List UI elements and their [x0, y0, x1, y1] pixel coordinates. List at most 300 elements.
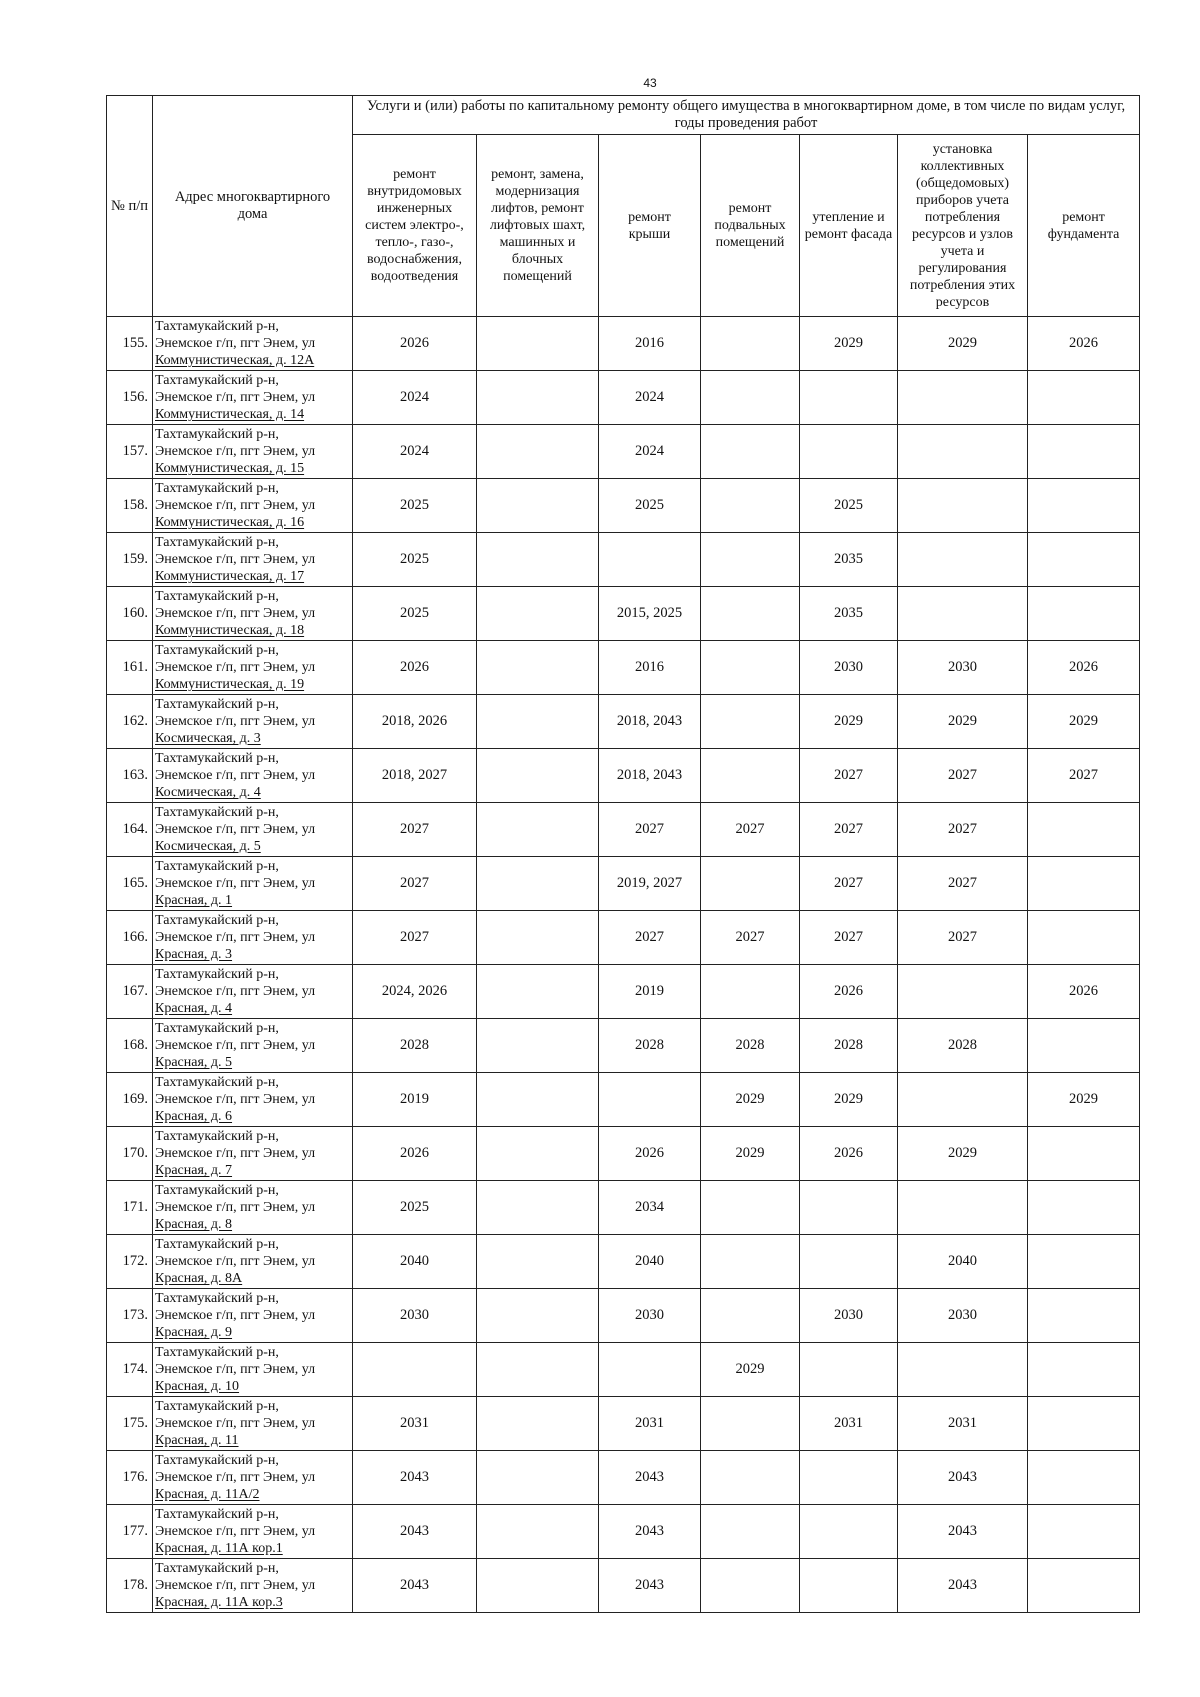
- cell-facade: 2029: [800, 695, 898, 749]
- address-line: Энемское г/п, пгт Энем, ул: [155, 822, 316, 837]
- cell-roof: 2043: [599, 1505, 701, 1559]
- address-line: Энемское г/п, пгт Энем, ул: [155, 498, 316, 513]
- address-line: Тахтамукайский р-н,: [155, 697, 279, 712]
- row-address: [153, 479, 353, 533]
- cell-foundation: [1028, 533, 1140, 587]
- table-row: [107, 425, 1140, 479]
- address-line: Тахтамукайский р-н,: [155, 1507, 279, 1522]
- cell-foundation: [1028, 803, 1140, 857]
- cell-foundation: [1028, 911, 1140, 965]
- cell-meters: [898, 425, 1028, 479]
- row-address: [153, 317, 353, 371]
- cell-foundation: 2026: [1028, 317, 1140, 371]
- cell-engineering-systems: 2031: [353, 1397, 477, 1451]
- address-line: Тахтамукайский р-н,: [155, 643, 279, 658]
- address-line: Красная, д. 10: [155, 1379, 240, 1394]
- cell-basement: [701, 1181, 800, 1235]
- cell-facade: [800, 1451, 898, 1505]
- cell-engineering-systems: 2026: [353, 317, 477, 371]
- header-engineering-systems: ремонт внутридомовых инженерных систем электро-, тепло-, газо-, водоснабжения, водоотведения: [353, 135, 477, 317]
- cell-facade: 2030: [800, 641, 898, 695]
- address-line: Энемское г/п, пгт Энем, ул: [155, 1362, 316, 1377]
- address-line: Коммунистическая, д. 14: [155, 407, 305, 422]
- row-address: [153, 1127, 353, 1181]
- cell-foundation: [1028, 1181, 1140, 1235]
- cell-roof: 2027: [599, 911, 701, 965]
- header-basement: ремонт подвальных помещений: [701, 135, 800, 317]
- page-number: 43: [643, 76, 657, 90]
- header-group-title: Услуги и (или) работы по капитальному ремонту общего имущества в многоквартирном доме, в том числе по видам услуг, годы проведения работ: [353, 96, 1140, 135]
- cell-engineering-systems: 2027: [353, 911, 477, 965]
- cell-engineering-systems: 2024: [353, 425, 477, 479]
- row-number: 166.: [107, 911, 153, 965]
- cell-meters: [898, 587, 1028, 641]
- cell-meters: 2029: [898, 695, 1028, 749]
- cell-roof: 2024: [599, 371, 701, 425]
- cell-roof: 2040: [599, 1235, 701, 1289]
- cell-roof: 2024: [599, 425, 701, 479]
- address-line: Энемское г/п, пгт Энем, ул: [155, 1200, 316, 1215]
- row-address: [153, 911, 353, 965]
- cell-elevators: [477, 533, 599, 587]
- cell-basement: 2029: [701, 1127, 800, 1181]
- address-line: Коммунистическая, д. 16: [155, 515, 305, 530]
- cell-meters: 2043: [898, 1505, 1028, 1559]
- address-line: Красная, д. 3: [155, 947, 233, 962]
- address-line: Энемское г/п, пгт Энем, ул: [155, 1470, 316, 1485]
- address-line: Энемское г/п, пгт Энем, ул: [155, 1524, 316, 1539]
- cell-facade: [800, 1181, 898, 1235]
- row-address: [153, 1397, 353, 1451]
- row-number: 157.: [107, 425, 153, 479]
- cell-basement: [701, 587, 800, 641]
- cell-facade: 2030: [800, 1289, 898, 1343]
- cell-facade: 2028: [800, 1019, 898, 1073]
- row-number: 163.: [107, 749, 153, 803]
- cell-foundation: [1028, 857, 1140, 911]
- cell-facade: [800, 425, 898, 479]
- cell-elevators: [477, 641, 599, 695]
- address-line: Энемское г/п, пгт Энем, ул: [155, 390, 316, 405]
- cell-meters: 2043: [898, 1451, 1028, 1505]
- table-row: [107, 1073, 1140, 1127]
- cell-basement: [701, 1505, 800, 1559]
- cell-foundation: [1028, 479, 1140, 533]
- cell-roof: 2016: [599, 641, 701, 695]
- row-address: [153, 1019, 353, 1073]
- cell-engineering-systems: [353, 1343, 477, 1397]
- table-row: [107, 911, 1140, 965]
- table-row: [107, 1505, 1140, 1559]
- address-line: Тахтамукайский р-н,: [155, 1453, 279, 1468]
- cell-meters: 2030: [898, 641, 1028, 695]
- cell-engineering-systems: 2028: [353, 1019, 477, 1073]
- row-address: [153, 641, 353, 695]
- address-line: Тахтамукайский р-н,: [155, 1075, 279, 1090]
- address-line: Красная, д. 1: [155, 893, 233, 908]
- cell-facade: 2029: [800, 317, 898, 371]
- cell-roof: 2030: [599, 1289, 701, 1343]
- cell-basement: [701, 1289, 800, 1343]
- cell-roof: 2019: [599, 965, 701, 1019]
- cell-facade: [800, 1235, 898, 1289]
- cell-facade: 2029: [800, 1073, 898, 1127]
- address-line: Тахтамукайский р-н,: [155, 535, 279, 550]
- address-line: Энемское г/п, пгт Энем, ул: [155, 552, 316, 567]
- row-address: [153, 1289, 353, 1343]
- table-row: [107, 371, 1140, 425]
- cell-roof: 2028: [599, 1019, 701, 1073]
- cell-basement: [701, 695, 800, 749]
- cell-foundation: 2026: [1028, 641, 1140, 695]
- cell-facade: [800, 371, 898, 425]
- cell-roof: 2025: [599, 479, 701, 533]
- row-number: 171.: [107, 1181, 153, 1235]
- cell-basement: [701, 317, 800, 371]
- row-address: [153, 1343, 353, 1397]
- row-address: [153, 695, 353, 749]
- cell-engineering-systems: 2025: [353, 587, 477, 641]
- cell-engineering-systems: 2018, 2027: [353, 749, 477, 803]
- row-number: 169.: [107, 1073, 153, 1127]
- cell-elevators: [477, 1343, 599, 1397]
- cell-elevators: [477, 803, 599, 857]
- cell-facade: 2025: [800, 479, 898, 533]
- address-line: Тахтамукайский р-н,: [155, 589, 279, 604]
- address-line: Красная, д. 11: [155, 1433, 239, 1448]
- header-address: Адрес многоквартирного дома: [153, 96, 353, 317]
- table-row: [107, 803, 1140, 857]
- cell-facade: 2035: [800, 587, 898, 641]
- cell-meters: [898, 1343, 1028, 1397]
- table-row: [107, 317, 1140, 371]
- cell-foundation: [1028, 1019, 1140, 1073]
- cell-elevators: [477, 371, 599, 425]
- address-line: Тахтамукайский р-н,: [155, 967, 279, 982]
- address-line: Красная, д. 8: [155, 1217, 233, 1232]
- table-row: [107, 533, 1140, 587]
- address-line: Энемское г/п, пгт Энем, ул: [155, 1038, 316, 1053]
- cell-meters: 2040: [898, 1235, 1028, 1289]
- cell-elevators: [477, 317, 599, 371]
- table-row: [107, 965, 1140, 1019]
- cell-elevators: [477, 1019, 599, 1073]
- cell-facade: 2035: [800, 533, 898, 587]
- row-number: 176.: [107, 1451, 153, 1505]
- header-meters: установка коллективных (общедомовых) приборов учета потребления ресурсов и узлов учета и регулирования потребления этих ресурсов: [898, 135, 1028, 317]
- address-line: Тахтамукайский р-н,: [155, 373, 279, 388]
- cell-facade: [800, 1505, 898, 1559]
- row-address: [153, 1505, 353, 1559]
- table-row: [107, 587, 1140, 641]
- cell-elevators: [477, 911, 599, 965]
- cell-elevators: [477, 695, 599, 749]
- address-line: Тахтамукайский р-н,: [155, 1291, 279, 1306]
- row-number: 161.: [107, 641, 153, 695]
- cell-elevators: [477, 479, 599, 533]
- row-number: 172.: [107, 1235, 153, 1289]
- row-number: 178.: [107, 1559, 153, 1613]
- address-line: Энемское г/п, пгт Энем, ул: [155, 714, 316, 729]
- cell-foundation: [1028, 1127, 1140, 1181]
- cell-facade: [800, 1559, 898, 1613]
- cell-roof: 2027: [599, 803, 701, 857]
- cell-foundation: 2027: [1028, 749, 1140, 803]
- address-line: Тахтамукайский р-н,: [155, 1345, 279, 1360]
- address-line: Энемское г/п, пгт Энем, ул: [155, 336, 316, 351]
- cell-engineering-systems: 2030: [353, 1289, 477, 1343]
- row-number: 174.: [107, 1343, 153, 1397]
- cell-foundation: [1028, 425, 1140, 479]
- cell-basement: [701, 533, 800, 587]
- cell-meters: 2029: [898, 317, 1028, 371]
- cell-basement: 2027: [701, 911, 800, 965]
- cell-elevators: [477, 1289, 599, 1343]
- row-address: [153, 425, 353, 479]
- cell-facade: [800, 1343, 898, 1397]
- cell-engineering-systems: 2043: [353, 1559, 477, 1613]
- row-number: 168.: [107, 1019, 153, 1073]
- cell-elevators: [477, 1127, 599, 1181]
- address-line: Тахтамукайский р-н,: [155, 481, 279, 496]
- address-line: Энемское г/п, пгт Энем, ул: [155, 1254, 316, 1269]
- row-address: [153, 1559, 353, 1613]
- cell-roof: 2043: [599, 1559, 701, 1613]
- cell-meters: [898, 1181, 1028, 1235]
- address-line: Энемское г/п, пгт Энем, ул: [155, 1146, 316, 1161]
- cell-meters: 2028: [898, 1019, 1028, 1073]
- cell-basement: [701, 1397, 800, 1451]
- row-number: 156.: [107, 371, 153, 425]
- cell-basement: [701, 1451, 800, 1505]
- row-number: 158.: [107, 479, 153, 533]
- row-number: 173.: [107, 1289, 153, 1343]
- cell-roof: [599, 1343, 701, 1397]
- address-line: Красная, д. 11А/2: [155, 1487, 260, 1502]
- table-row: [107, 1559, 1140, 1613]
- table-row: [107, 479, 1140, 533]
- address-line: Красная, д. 11А кор.1: [155, 1541, 283, 1556]
- row-address: [153, 371, 353, 425]
- cell-elevators: [477, 857, 599, 911]
- cell-meters: [898, 371, 1028, 425]
- address-line: Космическая, д. 5: [155, 839, 261, 854]
- address-line: Энемское г/п, пгт Энем, ул: [155, 606, 316, 621]
- cell-elevators: [477, 1073, 599, 1127]
- row-number: 177.: [107, 1505, 153, 1559]
- address-line: Красная, д. 4: [155, 1001, 233, 1016]
- cell-meters: 2027: [898, 803, 1028, 857]
- row-address: [153, 587, 353, 641]
- row-address: [153, 749, 353, 803]
- cell-basement: 2029: [701, 1073, 800, 1127]
- cell-engineering-systems: 2018, 2026: [353, 695, 477, 749]
- cell-engineering-systems: 2025: [353, 533, 477, 587]
- cell-elevators: [477, 425, 599, 479]
- table-row: [107, 1019, 1140, 1073]
- header-foundation: ремонт фундамента: [1028, 135, 1140, 317]
- cell-basement: 2029: [701, 1343, 800, 1397]
- row-number: 170.: [107, 1127, 153, 1181]
- address-line: Коммунистическая, д. 12А: [155, 353, 315, 368]
- address-line: Тахтамукайский р-н,: [155, 805, 279, 820]
- cell-basement: [701, 371, 800, 425]
- row-address: [153, 1235, 353, 1289]
- address-line: Красная, д. 9: [155, 1325, 233, 1340]
- row-number: 165.: [107, 857, 153, 911]
- row-number: 164.: [107, 803, 153, 857]
- cell-roof: 2019, 2027: [599, 857, 701, 911]
- cell-meters: 2027: [898, 857, 1028, 911]
- cell-facade: 2026: [800, 1127, 898, 1181]
- address-line: Красная, д. 5: [155, 1055, 233, 1070]
- cell-foundation: 2029: [1028, 1073, 1140, 1127]
- cell-elevators: [477, 749, 599, 803]
- cell-basement: [701, 965, 800, 1019]
- cell-elevators: [477, 965, 599, 1019]
- table-row: [107, 641, 1140, 695]
- cell-meters: [898, 533, 1028, 587]
- cell-elevators: [477, 1451, 599, 1505]
- address-line: Тахтамукайский р-н,: [155, 1129, 279, 1144]
- table-row: [107, 695, 1140, 749]
- cell-foundation: 2029: [1028, 695, 1140, 749]
- cell-foundation: [1028, 1451, 1140, 1505]
- address-line: Энемское г/п, пгт Энем, ул: [155, 660, 316, 675]
- row-address: [153, 533, 353, 587]
- cell-engineering-systems: 2025: [353, 479, 477, 533]
- cell-roof: 2034: [599, 1181, 701, 1235]
- cell-roof: [599, 533, 701, 587]
- cell-foundation: [1028, 1343, 1140, 1397]
- cell-roof: 2018, 2043: [599, 749, 701, 803]
- cell-facade: 2027: [800, 911, 898, 965]
- cell-roof: 2015, 2025: [599, 587, 701, 641]
- cell-facade: 2031: [800, 1397, 898, 1451]
- cell-engineering-systems: 2027: [353, 803, 477, 857]
- address-line: Тахтамукайский р-н,: [155, 913, 279, 928]
- cell-foundation: [1028, 1235, 1140, 1289]
- cell-roof: 2016: [599, 317, 701, 371]
- cell-engineering-systems: 2025: [353, 1181, 477, 1235]
- cell-foundation: [1028, 1505, 1140, 1559]
- cell-meters: 2029: [898, 1127, 1028, 1181]
- capital-repair-table: [106, 95, 1140, 1613]
- cell-meters: 2030: [898, 1289, 1028, 1343]
- address-line: Коммунистическая, д. 17: [155, 569, 305, 584]
- address-line: Красная, д. 7: [155, 1163, 233, 1178]
- row-number: 159.: [107, 533, 153, 587]
- cell-meters: [898, 479, 1028, 533]
- cell-roof: 2043: [599, 1451, 701, 1505]
- cell-facade: 2027: [800, 803, 898, 857]
- cell-engineering-systems: 2024: [353, 371, 477, 425]
- cell-engineering-systems: 2027: [353, 857, 477, 911]
- address-line: Космическая, д. 4: [155, 785, 261, 800]
- cell-engineering-systems: 2043: [353, 1451, 477, 1505]
- row-number: 162.: [107, 695, 153, 749]
- cell-foundation: [1028, 1559, 1140, 1613]
- address-line: Энемское г/п, пгт Энем, ул: [155, 930, 316, 945]
- address-line: Красная, д. 6: [155, 1109, 233, 1124]
- cell-basement: [701, 641, 800, 695]
- row-address: [153, 1073, 353, 1127]
- cell-facade: 2027: [800, 857, 898, 911]
- address-line: Энемское г/п, пгт Энем, ул: [155, 768, 316, 783]
- address-line: Энемское г/п, пгт Энем, ул: [155, 1092, 316, 1107]
- row-number: 167.: [107, 965, 153, 1019]
- row-address: [153, 965, 353, 1019]
- row-address: [153, 803, 353, 857]
- cell-foundation: 2026: [1028, 965, 1140, 1019]
- address-line: Красная, д. 11А кор.3: [155, 1595, 283, 1610]
- cell-engineering-systems: 2043: [353, 1505, 477, 1559]
- address-line: Тахтамукайский р-н,: [155, 1021, 279, 1036]
- address-line: Энемское г/п, пгт Энем, ул: [155, 1308, 316, 1323]
- address-line: Энемское г/п, пгт Энем, ул: [155, 444, 316, 459]
- address-line: Тахтамукайский р-н,: [155, 1399, 279, 1414]
- cell-elevators: [477, 587, 599, 641]
- header-roof: ремонт крыши: [599, 135, 701, 317]
- address-line: Тахтамукайский р-н,: [155, 859, 279, 874]
- address-line: Энемское г/п, пгт Энем, ул: [155, 876, 316, 891]
- table-row: [107, 1181, 1140, 1235]
- cell-engineering-systems: 2024, 2026: [353, 965, 477, 1019]
- cell-meters: [898, 1073, 1028, 1127]
- table-row: [107, 857, 1140, 911]
- address-line: Космическая, д. 3: [155, 731, 261, 746]
- cell-basement: [701, 425, 800, 479]
- cell-roof: 2026: [599, 1127, 701, 1181]
- cell-meters: [898, 965, 1028, 1019]
- cell-meters: 2031: [898, 1397, 1028, 1451]
- address-line: Тахтамукайский р-н,: [155, 1237, 279, 1252]
- address-line: Коммунистическая, д. 19: [155, 677, 305, 692]
- cell-basement: [701, 479, 800, 533]
- row-address: [153, 1181, 353, 1235]
- table-row: [107, 1397, 1140, 1451]
- cell-engineering-systems: 2040: [353, 1235, 477, 1289]
- cell-roof: [599, 1073, 701, 1127]
- address-line: Тахтамукайский р-н,: [155, 1561, 279, 1576]
- address-line: Коммунистическая, д. 18: [155, 623, 305, 638]
- header-elevators: ремонт, замена, модернизация лифтов, ремонт лифтовых шахт, машинных и блочных помещений: [477, 135, 599, 317]
- row-address: [153, 1451, 353, 1505]
- address-line: Энемское г/п, пгт Энем, ул: [155, 1416, 316, 1431]
- cell-meters: 2027: [898, 749, 1028, 803]
- cell-basement: [701, 857, 800, 911]
- address-line: Коммунистическая, д. 15: [155, 461, 305, 476]
- cell-roof: 2031: [599, 1397, 701, 1451]
- cell-engineering-systems: 2026: [353, 641, 477, 695]
- table-body: [107, 317, 1140, 1613]
- cell-meters: 2043: [898, 1559, 1028, 1613]
- row-number: 160.: [107, 587, 153, 641]
- table-row: [107, 1289, 1140, 1343]
- cell-basement: [701, 749, 800, 803]
- address-line: Тахтамукайский р-н,: [155, 751, 279, 766]
- address-line: Тахтамукайский р-н,: [155, 427, 279, 442]
- address-line: Красная, д. 8А: [155, 1271, 243, 1286]
- address-line: Тахтамукайский р-н,: [155, 1183, 279, 1198]
- cell-roof: 2018, 2043: [599, 695, 701, 749]
- cell-basement: [701, 1235, 800, 1289]
- table-row: [107, 1343, 1140, 1397]
- table-row: [107, 749, 1140, 803]
- cell-foundation: [1028, 1289, 1140, 1343]
- cell-elevators: [477, 1559, 599, 1613]
- cell-foundation: [1028, 371, 1140, 425]
